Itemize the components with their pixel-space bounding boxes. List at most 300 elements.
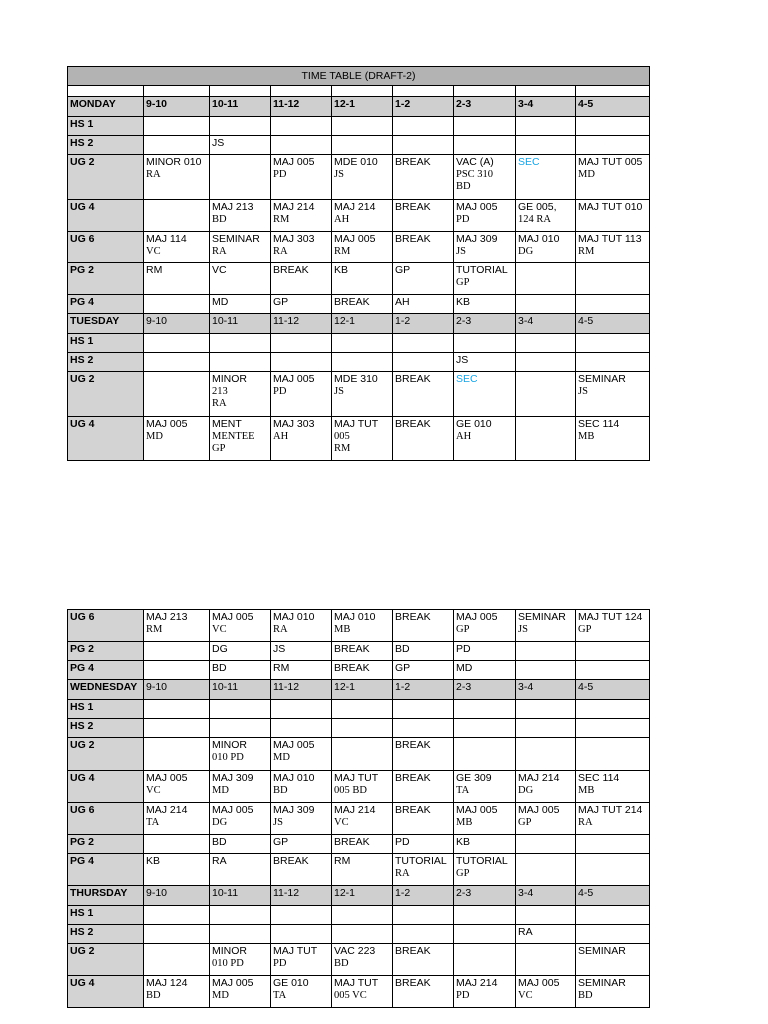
course-code: MAJ TUT 005: [578, 156, 643, 168]
schedule-cell: [454, 719, 516, 738]
course-code: MAJ 005: [273, 739, 315, 751]
time-slot-header: 2-3: [454, 680, 516, 700]
course-code: MAJ TUT: [334, 977, 379, 989]
schedule-cell: [271, 155, 332, 200]
timetable-page-1: [67, 66, 650, 461]
class-label-hs-2: HS 2: [68, 719, 144, 738]
course-code: SEMINAR: [578, 977, 626, 989]
course-code: MAJ TUT 214: [578, 804, 643, 816]
schedule-cell: [210, 117, 271, 136]
schedule-cell: [210, 661, 271, 680]
schedule-cell: [210, 155, 271, 200]
schedule-cell: [454, 417, 516, 461]
schedule-cell: [271, 610, 332, 642]
schedule-cell: [332, 610, 393, 642]
time-slot-header: 4-5: [576, 680, 650, 700]
class-label-ug-6: UG 6: [68, 610, 144, 642]
class-row: [68, 610, 650, 642]
schedule-cell: [454, 610, 516, 642]
course-code: GE 010: [273, 977, 309, 989]
schedule-cell: [454, 661, 516, 680]
schedule-cell: [144, 334, 210, 353]
course-code: BREAK: [395, 739, 431, 751]
course-code: MAJ 005: [273, 373, 315, 385]
course-code: MAJ TUT 113: [578, 233, 642, 245]
course-code: PD: [456, 643, 471, 655]
schedule-cell: [271, 263, 332, 295]
course-code: KB: [334, 264, 349, 276]
course-code: MAJ 214: [518, 772, 560, 784]
course-code: MAJ 303: [273, 233, 315, 245]
schedule-cell: [271, 976, 332, 1008]
schedule-cell: [454, 854, 516, 886]
class-row: [68, 117, 650, 136]
blank-cell: [516, 86, 576, 97]
schedule-cell: [454, 295, 516, 314]
class-row: [68, 661, 650, 680]
faculty-initials: BD: [273, 784, 288, 796]
course-code: BREAK: [395, 156, 431, 168]
time-slot-header: 2-3: [454, 97, 516, 117]
course-code: MAJ 005: [456, 201, 498, 213]
schedule-cell: [576, 661, 650, 680]
course-code: DG: [212, 643, 228, 655]
class-label-pg-4: PG 4: [68, 854, 144, 886]
faculty-initials: TA: [146, 816, 160, 828]
course-code: GE 309: [456, 772, 492, 784]
course-code: SEMINAR: [212, 233, 260, 245]
faculty-initials: VC: [518, 989, 533, 1001]
schedule-cell: [210, 925, 271, 944]
schedule-cell: [454, 117, 516, 136]
faculty-initials: RA: [273, 623, 288, 635]
course-code: BREAK: [395, 418, 431, 430]
time-slot-header: 9-10: [144, 886, 210, 906]
course-code: VC: [212, 264, 227, 276]
faculty-initials: AH: [273, 430, 289, 442]
course-code: SEC: [456, 373, 478, 385]
schedule-cell: [393, 906, 454, 925]
schedule-cell: [332, 263, 393, 295]
schedule-cell: [210, 136, 271, 155]
course-code: BREAK: [334, 643, 370, 655]
schedule-cell: [271, 944, 332, 976]
time-slot-header: 1-2: [393, 314, 454, 334]
faculty-initials: GP: [456, 623, 470, 635]
document-title: TIME TABLE (DRAFT-2): [68, 67, 650, 86]
schedule-cell: [271, 117, 332, 136]
schedule-cell: [454, 738, 516, 771]
schedule-cell: [144, 925, 210, 944]
faculty-initials: BD: [456, 181, 471, 192]
course-code: MAJ 303: [273, 418, 315, 430]
schedule-cell: [576, 232, 650, 263]
faculty-initials: AH: [456, 430, 472, 442]
course-code: MINOR: [212, 373, 247, 385]
faculty-initials: BD: [578, 989, 593, 1001]
course-code: MAJ 005: [212, 977, 254, 989]
time-slot-header: 2-3: [454, 314, 516, 334]
course-code: MAJ 213: [146, 611, 188, 623]
schedule-cell: [210, 700, 271, 719]
time-slot-header: 11-12: [271, 886, 332, 906]
schedule-cell: [271, 353, 332, 372]
faculty-initials: 005: [334, 430, 350, 442]
class-row: [68, 353, 650, 372]
class-label-hs-2: HS 2: [68, 136, 144, 155]
course-code: BREAK: [395, 201, 431, 213]
time-slot-header: 1-2: [393, 97, 454, 117]
course-code: MAJ TUT: [334, 772, 379, 784]
schedule-cell: [393, 200, 454, 232]
course-code: BREAK: [334, 662, 370, 674]
course-code: SEC 114: [578, 418, 620, 430]
schedule-cell: [516, 372, 576, 417]
schedule-cell: [516, 642, 576, 661]
schedule-cell: [393, 835, 454, 854]
schedule-cell: [210, 976, 271, 1008]
schedule-cell: [271, 700, 332, 719]
faculty-initials: AH: [334, 213, 350, 225]
faculty-initials: VC: [212, 623, 227, 635]
class-label-pg-4: PG 4: [68, 661, 144, 680]
course-code: RA: [518, 926, 533, 938]
class-row: [68, 263, 650, 295]
course-code: MAJ 005: [146, 772, 188, 784]
schedule-cell: [516, 700, 576, 719]
schedule-cell: [516, 117, 576, 136]
schedule-cell: [576, 372, 650, 417]
schedule-cell: [144, 719, 210, 738]
faculty-initials: DG: [518, 245, 534, 257]
schedule-cell: [144, 295, 210, 314]
class-row: [68, 925, 650, 944]
time-slot-header: 12-1: [332, 680, 393, 700]
course-code: BD: [212, 836, 227, 848]
schedule-cell: [516, 232, 576, 263]
schedule-cell: [516, 610, 576, 642]
faculty-initials: VC: [146, 245, 161, 257]
schedule-cell: [576, 906, 650, 925]
day-header-row: [68, 314, 650, 334]
faculty-initials: GP: [456, 867, 470, 879]
schedule-cell: [576, 854, 650, 886]
schedule-cell: [576, 719, 650, 738]
schedule-cell: [393, 353, 454, 372]
course-code: GP: [395, 264, 411, 276]
faculty-initials: BD: [334, 957, 349, 969]
course-code: BREAK: [395, 977, 431, 989]
schedule-cell: [332, 944, 393, 976]
class-label-ug-6: UG 6: [68, 232, 144, 263]
class-label-hs-2: HS 2: [68, 353, 144, 372]
schedule-cell: [454, 906, 516, 925]
schedule-cell: [454, 803, 516, 835]
schedule-cell: [332, 906, 393, 925]
blank-cell: [393, 86, 454, 97]
schedule-cell: [144, 976, 210, 1008]
class-label-ug-2: UG 2: [68, 738, 144, 771]
schedule-cell: [271, 417, 332, 461]
schedule-cell: [210, 200, 271, 232]
faculty-initials: JS: [334, 168, 344, 180]
course-code: RM: [273, 662, 290, 674]
schedule-cell: [271, 295, 332, 314]
schedule-cell: [210, 353, 271, 372]
schedule-cell: [271, 719, 332, 738]
time-slot-header: 4-5: [576, 886, 650, 906]
schedule-cell: [271, 334, 332, 353]
schedule-cell: [454, 372, 516, 417]
course-code: MD: [456, 662, 473, 674]
schedule-cell: [454, 925, 516, 944]
schedule-cell: [144, 771, 210, 803]
schedule-cell: [516, 925, 576, 944]
schedule-cell: [144, 417, 210, 461]
faculty-initials: MB: [334, 623, 351, 635]
class-row: [68, 944, 650, 976]
schedule-cell: [210, 906, 271, 925]
course-code: SEC 114: [578, 772, 620, 784]
course-code: MENT: [212, 418, 242, 430]
blank-cell: [144, 86, 210, 97]
schedule-cell: [144, 232, 210, 263]
course-code: RM: [334, 855, 351, 867]
course-code: BREAK: [273, 855, 309, 867]
time-slot-header: 3-4: [516, 314, 576, 334]
time-slot-header: 10-11: [210, 680, 271, 700]
schedule-cell: [576, 835, 650, 854]
schedule-cell: [576, 263, 650, 295]
class-label-ug-6: UG 6: [68, 803, 144, 835]
course-code: TUTORIAL: [456, 855, 508, 867]
schedule-cell: [516, 738, 576, 771]
course-code: JS: [273, 643, 286, 655]
schedule-cell: [454, 334, 516, 353]
class-label-ug-4: UG 4: [68, 771, 144, 803]
schedule-cell: [271, 738, 332, 771]
course-code: MAJ 214: [456, 977, 498, 989]
course-code: MAJ 005: [212, 611, 254, 623]
faculty-initials: GP: [578, 623, 592, 635]
course-code: BREAK: [395, 945, 431, 957]
faculty-initials: MB: [578, 784, 595, 796]
blank-cell: [332, 86, 393, 97]
faculty-initials: PSC 310: [456, 168, 494, 180]
faculty-initials: RA: [273, 245, 288, 257]
course-code: RM: [146, 264, 163, 276]
schedule-cell: [576, 155, 650, 200]
time-slot-header: 11-12: [271, 314, 332, 334]
course-code: MINOR 010: [146, 156, 202, 168]
course-code: BREAK: [395, 233, 431, 245]
class-row: [68, 155, 650, 200]
faculty-initials: RA: [212, 398, 227, 409]
course-code: MAJ 005: [273, 156, 315, 168]
course-code: SEMINAR: [578, 373, 626, 385]
faculty-initials: BD: [212, 213, 227, 225]
schedule-cell: [393, 738, 454, 771]
faculty-initials: RA: [212, 245, 227, 257]
course-code: MAJ 309: [212, 772, 254, 784]
schedule-cell: [144, 372, 210, 417]
course-code: BD: [395, 643, 410, 655]
faculty-initials: MB: [578, 430, 595, 442]
course-code: JS: [212, 137, 225, 149]
schedule-cell: [393, 854, 454, 886]
faculty-initials: VC: [334, 816, 349, 828]
course-code: MAJ 005: [456, 804, 498, 816]
schedule-cell: [516, 771, 576, 803]
schedule-cell: [393, 263, 454, 295]
course-code: BREAK: [334, 836, 370, 848]
title-row: [68, 67, 650, 86]
time-slot-header: 12-1: [332, 97, 393, 117]
course-code: GE 005,: [518, 201, 557, 213]
schedule-cell: [271, 835, 332, 854]
class-label-hs-1: HS 1: [68, 700, 144, 719]
faculty-initials: GP: [456, 276, 470, 288]
course-code: MAJ 214: [146, 804, 188, 816]
schedule-cell: [576, 610, 650, 642]
course-code: MAJ 010: [273, 611, 315, 623]
course-code: MAJ TUT: [334, 418, 379, 430]
course-code: MAJ 309: [273, 804, 315, 816]
course-code: MAJ TUT 010: [578, 201, 643, 213]
time-slot-header: 1-2: [393, 680, 454, 700]
schedule-cell: [144, 944, 210, 976]
time-slot-header: 11-12: [271, 680, 332, 700]
schedule-cell: [576, 642, 650, 661]
faculty-initials: BD: [146, 989, 161, 1001]
faculty-initials: RA: [146, 168, 161, 180]
class-row: [68, 372, 650, 417]
schedule-cell: [393, 372, 454, 417]
schedule-cell: [516, 976, 576, 1008]
blank-cell: [576, 86, 650, 97]
schedule-cell: [210, 738, 271, 771]
schedule-cell: [271, 136, 332, 155]
schedule-cell: [454, 642, 516, 661]
class-row: [68, 642, 650, 661]
faculty-initials: RA: [395, 867, 410, 879]
course-code: VAC (A): [456, 156, 494, 168]
schedule-cell: [516, 835, 576, 854]
course-code: MAJ 005: [456, 611, 498, 623]
course-code: MAJ 005: [518, 977, 560, 989]
schedule-cell: [210, 854, 271, 886]
schedule-cell: [210, 610, 271, 642]
schedule-cell: [516, 136, 576, 155]
schedule-cell: [144, 155, 210, 200]
course-code: MDE 310: [334, 373, 378, 385]
schedule-cell: [210, 835, 271, 854]
day-header-row: [68, 97, 650, 117]
class-row: [68, 200, 650, 232]
schedule-cell: [332, 642, 393, 661]
schedule-cell: [454, 700, 516, 719]
faculty-initials: GP: [212, 443, 226, 454]
schedule-cell: [516, 719, 576, 738]
time-slot-header: 10-11: [210, 886, 271, 906]
schedule-cell: [144, 803, 210, 835]
faculty-initials: TA: [456, 784, 470, 796]
schedule-cell: [332, 136, 393, 155]
schedule-cell: [271, 803, 332, 835]
time-slot-header: 10-11: [210, 314, 271, 334]
schedule-cell: [576, 738, 650, 771]
course-code: MAJ 309: [456, 233, 498, 245]
faculty-initials: MD: [578, 168, 595, 180]
course-code: MAJ 010: [273, 772, 315, 784]
course-code: SEMINAR: [578, 945, 626, 957]
schedule-cell: [210, 334, 271, 353]
schedule-cell: [576, 771, 650, 803]
schedule-cell: [516, 906, 576, 925]
schedule-cell: [454, 835, 516, 854]
schedule-cell: [210, 263, 271, 295]
schedule-cell: [332, 700, 393, 719]
course-code: GP: [395, 662, 411, 674]
schedule-cell: [576, 200, 650, 232]
schedule-cell: [454, 200, 516, 232]
day-label-thursday: THURSDAY: [68, 886, 144, 906]
course-code: BREAK: [395, 611, 431, 623]
schedule-cell: [393, 925, 454, 944]
schedule-cell: [210, 372, 271, 417]
time-slot-header: 4-5: [576, 97, 650, 117]
schedule-cell: [393, 700, 454, 719]
faculty-initials: JS: [334, 385, 344, 397]
schedule-cell: [271, 372, 332, 417]
faculty-initials: RM: [578, 245, 595, 257]
schedule-cell: [144, 610, 210, 642]
faculty-initials: MB: [456, 816, 473, 828]
course-code: MD: [212, 296, 229, 308]
schedule-cell: [576, 295, 650, 314]
schedule-cell: [393, 642, 454, 661]
schedule-cell: [576, 925, 650, 944]
class-row: [68, 700, 650, 719]
schedule-cell: [454, 944, 516, 976]
course-code: BREAK: [395, 772, 431, 784]
class-label-hs-2: HS 2: [68, 925, 144, 944]
schedule-cell: [454, 136, 516, 155]
day-header-row: [68, 680, 650, 700]
schedule-cell: [516, 200, 576, 232]
class-label-ug-2: UG 2: [68, 944, 144, 976]
schedule-cell: [332, 803, 393, 835]
faculty-initials: MD: [273, 751, 290, 763]
schedule-cell: [271, 642, 332, 661]
day-label-tuesday: TUESDAY: [68, 314, 144, 334]
course-code: MAJ 114: [146, 233, 187, 245]
blank-cell: [210, 86, 271, 97]
course-code: KB: [456, 836, 471, 848]
course-code: KB: [146, 855, 161, 867]
schedule-cell: [144, 835, 210, 854]
schedule-cell: [516, 661, 576, 680]
class-label-hs-1: HS 1: [68, 117, 144, 136]
time-slot-header: 9-10: [144, 314, 210, 334]
course-code: MAJ 124: [146, 977, 188, 989]
class-label-pg-2: PG 2: [68, 642, 144, 661]
course-code: GP: [273, 296, 289, 308]
schedule-cell: [144, 117, 210, 136]
time-slot-header: 3-4: [516, 886, 576, 906]
schedule-cell: [144, 854, 210, 886]
schedule-cell: [271, 661, 332, 680]
